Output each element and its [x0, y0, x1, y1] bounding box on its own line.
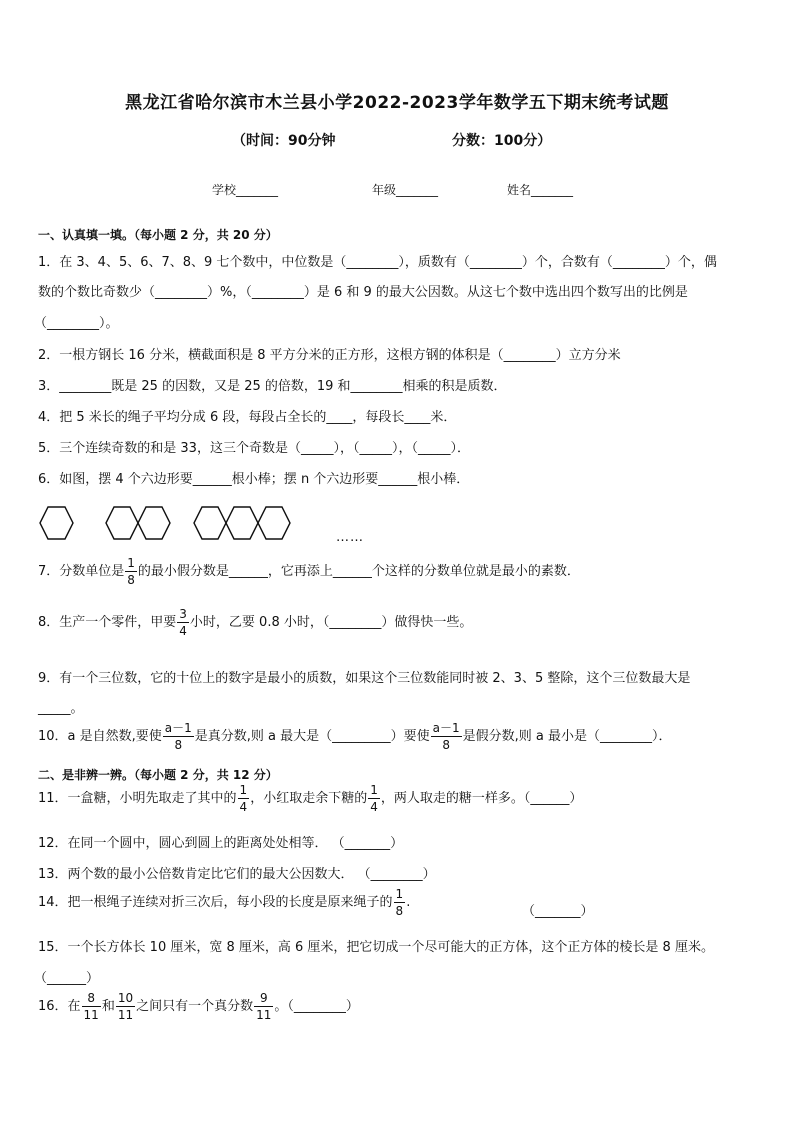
fraction-numerator: a－1 [432, 721, 460, 735]
question-11-text-c: ，两人取走的糖一样多。（______） [380, 791, 583, 806]
question-7-text-b: 的最小假分数是______，它再添上______个这样的分数单位就是最小的素数． [137, 564, 580, 579]
question-1-line-1: 1．在 3、4、5、6、7、8、9 七个数中，中位数是（________），质数有（________）个，合数有（________）个，偶 [38, 255, 717, 270]
hexagon-shape [194, 507, 226, 539]
fraction-numerator: 8 [82, 992, 101, 1007]
question-11-text-a: 11．一盒糖，小明先取走了其中的 [38, 791, 237, 806]
fraction-denominator: 4 [370, 800, 378, 814]
question-3: 3．________既是 25 的因数，又是 25 的倍数，19 和________相乘的积是质数． [38, 379, 507, 394]
question-14-answer-blank: （_______） [522, 904, 594, 919]
fraction-denominator: 8 [395, 904, 404, 918]
question-6: 6．如图，摆 4 个六边形要______根小棒；摆 n 个六边形要______根小棒． [38, 472, 470, 487]
fraction-eight-elevenths [82, 992, 101, 1021]
hexagon-shape [226, 507, 258, 539]
question-14 [38, 888, 410, 917]
fraction-numerator: 1 [370, 783, 378, 797]
section-heading-true-false: 二、是非辨一辨。（每小题 2 分，共 12 分） [38, 768, 278, 782]
question-1-line-3: （________）。 [34, 316, 119, 331]
question-15-line-1: 15．一个长方体长 10 厘米，宽 8 厘米，高 6 厘米，把它切成一个尽可能大的正方体，这个正方体的棱长是 8 厘米。 [38, 940, 714, 955]
question-14-text-a: 14．把一根绳子连续对折三次后，每小段的长度是原来绳子的 [38, 895, 393, 910]
hexagon-shape [40, 507, 73, 539]
question-15-line-2: （______） [34, 971, 100, 986]
question-10-text-a: 10．a 是自然数,要使 [38, 729, 162, 744]
question-16-text-d: 。（________） [274, 999, 359, 1014]
exam-score: 分数：100分） [452, 133, 552, 149]
hexagon-shape [258, 507, 290, 539]
fraction-numerator: 3 [179, 607, 187, 621]
question-12: 12．在同一个圆中，圆心到圆上的距离处处相等． （_______） [38, 836, 404, 851]
question-9-line-1: 9．有一个三位数，它的十位上的数字是最小的质数，如果这个三位数能同时被 2、3、5 整除，这个三位数最大是 [38, 671, 691, 686]
page-title: 黑龙江省哈尔滨市木兰县小学2022-2023学年数学五下期末统考试题 [125, 93, 669, 113]
fraction-denominator: 8 [174, 738, 183, 752]
question-16-text-b: 和 [101, 999, 115, 1014]
fraction-nine-elevenths [254, 992, 273, 1021]
question-1-line-2: 数的个数比奇数少（________）%，（________）是 6 和 9 的最大公因数。从这七个数中选出四个数写出的比例是 [38, 285, 688, 300]
fraction-one-eighth [125, 557, 137, 586]
grade-field: 年级_______ [372, 183, 439, 197]
ellipsis: …… [336, 530, 364, 545]
question-11-text-b: ，小红取走余下糖的 [250, 791, 368, 806]
question-9-line-2: _____。 [38, 701, 84, 716]
question-16 [38, 992, 359, 1021]
fraction-numerator: a－1 [164, 721, 192, 735]
name-field: 姓名_______ [507, 183, 574, 197]
question-13: 13．两个数的最小公倍数肯定比它们的最大公因数大． （________） [38, 867, 436, 882]
question-7 [38, 557, 580, 586]
hexagon-shape [106, 507, 138, 539]
fraction-denominator: 8 [442, 738, 450, 752]
hexagon-figure [36, 502, 296, 544]
question-14-text-b: . [406, 895, 411, 910]
fraction-denominator: 4 [239, 800, 248, 814]
question-10-text-c: 是假分数,则 a 最小是（________）． [462, 729, 672, 744]
fraction-one-quarter [238, 784, 250, 813]
fraction-ten-elevenths [116, 992, 135, 1021]
question-10-text-b: 是真分数,则 a 最大是（_________）要使 [194, 729, 430, 744]
fraction-numerator: 10 [117, 991, 134, 1005]
fraction-numerator: 1 [395, 887, 404, 901]
question-16-text-a: 16．在 [38, 999, 81, 1014]
question-2: 2．一根方钢长 16 分米，横截面积是 8 平方分米的正方形，这根方钢的体积是（________）立方分米 [38, 348, 621, 363]
question-4: 4．把 5 米长的绳子平均分成 6 段，每段占全长的____，每段长____米． [38, 410, 457, 425]
fraction-denominator: 11 [256, 1008, 272, 1022]
question-8-text-a: 8．生产一个零件，甲要 [38, 615, 177, 630]
fraction-denominator: 11 [83, 1008, 99, 1022]
fraction-numerator: 1 [127, 556, 135, 570]
hexagon-group-1 [40, 507, 73, 539]
question-8 [38, 608, 472, 637]
fraction-denominator: 11 [117, 1008, 134, 1022]
exam-time: （时间：90分钟 [232, 133, 336, 149]
fraction-numerator: 9 [254, 992, 273, 1007]
question-16-text-c: 之间只有一个真分数 [136, 999, 254, 1014]
fraction-denominator: 4 [179, 624, 187, 638]
question-5: 5．三个连续奇数的和是 33，这三个奇数是（_____），（_____），（_____）． [38, 441, 470, 456]
fraction-one-quarter [368, 784, 380, 813]
fraction-denominator: 8 [127, 573, 135, 587]
question-10 [38, 722, 672, 751]
question-7-text-a: 7．分数单位是 [38, 564, 125, 579]
fraction-a-minus-1-over-8 [431, 722, 462, 751]
fraction-a-minus-1-over-8 [163, 722, 194, 751]
section-heading-fill-in: 一、认真填一填。（每小题 2 分，共 20 分） [38, 228, 278, 242]
fraction-three-quarters [177, 608, 189, 637]
question-8-text-b: 小时，乙要 0.8 小时，（________）做得快一些。 [189, 615, 473, 630]
hexagon-shape [138, 507, 170, 539]
question-11 [38, 784, 582, 813]
hexagon-group-2 [106, 507, 170, 539]
fraction-one-eighth [394, 888, 406, 917]
hexagon-group-3 [194, 507, 290, 539]
school-field: 学校_______ [212, 183, 279, 197]
fraction-numerator: 1 [239, 783, 248, 797]
